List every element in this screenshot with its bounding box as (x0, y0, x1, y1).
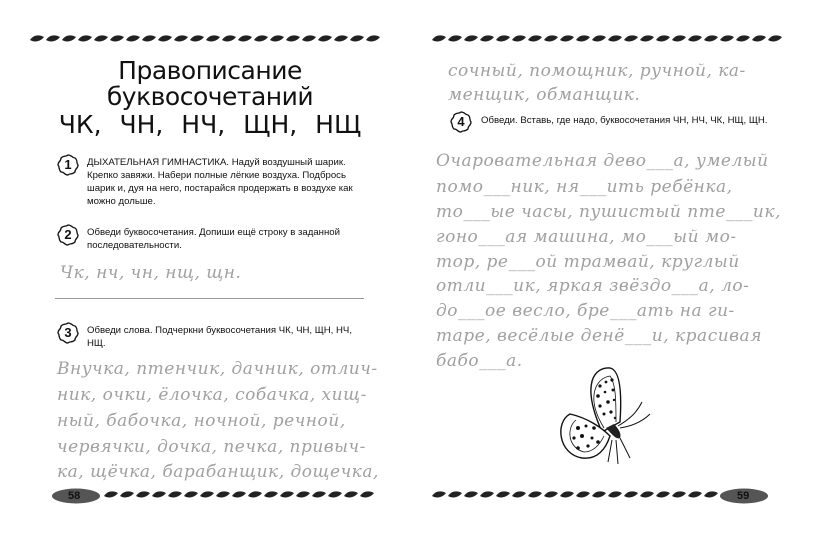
ornament-leaf (46, 35, 60, 41)
ornament-leaf (126, 35, 140, 41)
ornament-leaf (608, 35, 622, 41)
ornament-leaf (366, 35, 380, 41)
ornament-leaf (350, 35, 364, 41)
ornament-leaf (464, 35, 478, 41)
ornament-leaf (720, 35, 734, 41)
ornament-leaf (576, 35, 590, 41)
ornament-leaf (480, 35, 494, 41)
task-4-instruction: Обведи. Вставь, где надо, буквосочетания ЧН, НЧ, ЧК, НЩ, ЩН. (481, 115, 768, 126)
ornament-leaf (248, 491, 262, 497)
ornament-leaf (78, 35, 92, 41)
ornament-leaf (318, 35, 332, 41)
ornament-leaf (238, 35, 252, 41)
ornament-leaf (704, 35, 718, 41)
ornament-leaf (592, 35, 606, 41)
ornament-leaf (286, 35, 300, 41)
ornament-leaf (270, 35, 284, 41)
ornament-leaf (608, 491, 622, 497)
ornament-leaf (528, 491, 542, 497)
ornament-leaf (94, 35, 108, 41)
task-4-trace-line[interactable]: таре, весёлые денё___и, красивая (436, 326, 762, 346)
ornament-leaf (254, 35, 268, 41)
ornament-leaf (216, 491, 230, 497)
left-page (0, 0, 409, 540)
task-1-instruction: ДЫХАТЕЛЬНАЯ ГИМНАСТИКА. Надуй воздушный шарик. Крепко завяжи. Набери полные лёгкие воздуха. Подбрось шарик и, дуя на него, постарайся продержать в воздухе как можно дольше. (87, 157, 353, 207)
task-number-badge (57, 224, 79, 246)
task-4-trace-line[interactable]: гоно___ая машина, мо___ый мо- (436, 227, 737, 247)
ornament-leaf (672, 35, 686, 41)
butterfly-illustration (540, 362, 670, 472)
ornament-leaf (142, 35, 156, 41)
title-line-3: ЧК, ЧН, НЧ, ЩН, НЩ (58, 110, 362, 139)
ornament-leaf (512, 491, 526, 497)
task-4-trace-line[interactable]: до___ое весло, бре___ать на ги- (436, 301, 735, 321)
task-number-badge (57, 154, 79, 176)
task-4-trace-line[interactable]: помо___ник, ня___ить ребёнка, (436, 177, 733, 197)
ornament-leaf (496, 491, 510, 497)
ornament-leaf (280, 491, 294, 497)
task-4-trace-line[interactable]: Очаровательная дево___а, умелый (436, 151, 769, 171)
ornament-leaf (544, 35, 558, 41)
task-number-badge (57, 322, 79, 344)
ornament-leaf (480, 491, 494, 497)
ornament-leaf (768, 35, 782, 41)
ornament-leaf (184, 491, 198, 497)
ornament-leaf (640, 35, 654, 41)
ornament-leaf (296, 491, 310, 497)
ornament-leaf (752, 35, 766, 41)
ornament-leaf (62, 35, 76, 41)
task-number: 3 (64, 325, 72, 340)
task-3-trace-line[interactable]: ка, щёчка, барабанщик, дощечка, (57, 462, 379, 482)
continued-trace-line[interactable]: сочный, помощник, ручной, ка- (448, 61, 746, 81)
task-number-badge (450, 111, 472, 133)
ornament-leaf (232, 491, 246, 497)
ornament-leaf (528, 35, 542, 41)
ornament-leaf (190, 35, 204, 41)
task-3-trace-line[interactable]: Внучка, птенчик, дачник, отлич- (57, 359, 378, 379)
ornament-leaf (360, 491, 374, 497)
writing-line[interactable] (55, 298, 364, 299)
ornament-leaf (464, 491, 478, 497)
ornament-leaf (704, 491, 718, 497)
ornament-leaf (592, 491, 606, 497)
ornament-leaf (656, 35, 670, 41)
ornament-leaf (496, 35, 510, 41)
ornament-leaf (222, 35, 236, 41)
ornament-leaf (448, 35, 462, 41)
ornament-leaf (736, 35, 750, 41)
ornament-leaf (432, 35, 446, 41)
ornament-leaf (448, 491, 462, 497)
task-4-trace-line[interactable]: отли___ик, яркая звёздо___а, ло- (436, 276, 750, 296)
ornament-leaf (344, 491, 358, 497)
ornament-leaf (30, 35, 44, 41)
ornament-leaf (302, 35, 316, 41)
ornament-leaf (576, 491, 590, 497)
task-4-trace-line[interactable]: тор, ре___ой трамвай, круглый (436, 252, 740, 272)
ornament-leaf (152, 491, 166, 497)
task-3-trace-line[interactable]: ник, очки, ёлочка, собачка, хищ- (57, 385, 367, 405)
task-number: 4 (457, 114, 465, 129)
ornament-leaf (640, 491, 654, 497)
ornament-leaf (206, 35, 220, 41)
ornament-leaf (560, 35, 574, 41)
bottom-ornament-border (28, 488, 383, 504)
ornament-leaf (200, 491, 214, 497)
top-ornament-border (430, 32, 792, 48)
ornament-leaf (544, 491, 558, 497)
task-3-instruction: Обведи слова. Подчеркни буквосочетания ЧК, ЧН, ЩН, НЧ, НЩ. (87, 325, 352, 349)
ornament-leaf (104, 491, 118, 497)
task-2-trace-line[interactable]: Чк, нч, чн, нщ, щн. (60, 263, 242, 283)
task-3-trace-line[interactable]: ный, бабочка, ночной, речной, (57, 411, 346, 431)
page-number: 59 (737, 490, 750, 502)
ornament-leaf (328, 491, 342, 497)
title-line-2: буквосочетаний (106, 82, 314, 111)
ornament-leaf (312, 491, 326, 497)
ornament-leaf (656, 491, 670, 497)
ornament-leaf (334, 35, 348, 41)
ornament-leaf (158, 35, 172, 41)
top-ornament-border (28, 32, 383, 48)
page-number: 58 (68, 490, 81, 502)
ornament-leaf (688, 491, 702, 497)
task-2-instruction: Обведи буквосочетания. Допиши ещё строку в заданной последовательности. (87, 227, 340, 251)
ornament-leaf (560, 491, 574, 497)
ornament-leaf (264, 491, 278, 497)
ornament-leaf (688, 35, 702, 41)
task-number: 1 (64, 157, 72, 172)
continued-trace-line[interactable]: менщик, обманщик. (448, 85, 641, 105)
right-page (410, 0, 819, 540)
page-title (40, 58, 380, 140)
task-4-trace-line[interactable]: то___ые часы, пушистый пте___ик, (436, 202, 781, 222)
ornament-leaf (120, 491, 134, 497)
ornament-leaf (672, 491, 686, 497)
ornament-leaf (110, 35, 124, 41)
ornament-leaf (624, 35, 638, 41)
task-number: 2 (64, 227, 72, 242)
ornament-leaf (432, 491, 446, 497)
title-line-1: Правописание (118, 56, 302, 85)
ornament-leaf (624, 491, 638, 497)
task-4-trace-line[interactable]: бабо___а. (436, 351, 523, 371)
ornament-leaf (168, 491, 182, 497)
task-3-trace-line[interactable]: червячки, дочка, печка, привыч- (57, 437, 366, 457)
ornament-leaf (174, 35, 188, 41)
ornament-leaf (512, 35, 526, 41)
ornament-leaf (136, 491, 150, 497)
